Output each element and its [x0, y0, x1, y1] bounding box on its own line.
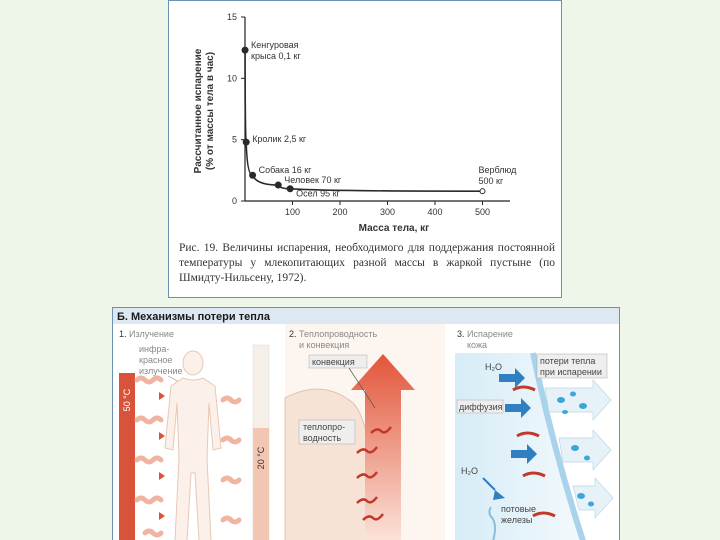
y-axis-label-2: (% от массы тела в час): [205, 51, 216, 171]
point-label: Человек 70 кг: [284, 175, 342, 186]
hot-temperature-label: 50 °C: [122, 388, 132, 412]
point-label: Верблюд: [478, 165, 517, 176]
s2-number: 2.: [289, 329, 297, 339]
s1-label-1: инфра-: [139, 344, 170, 354]
s1-title: Излучение: [129, 329, 174, 339]
y-tick-label: 10: [226, 73, 237, 84]
s3-title-1: Испарение: [467, 329, 513, 339]
section-conduction: [285, 324, 445, 540]
y-axis-label-1: Рассчитанное испарение: [193, 48, 204, 174]
convection-label: конвекция: [312, 357, 355, 367]
conduction-label-1: теплопро-: [303, 422, 346, 432]
human-figure: [165, 351, 221, 540]
y-tick-label: 15: [226, 12, 237, 22]
point-label: Собака 16 кг: [258, 165, 312, 176]
y-tick-label: 0: [231, 196, 237, 206]
diagram-title: Б. Механизмы потери тепла: [117, 311, 270, 323]
sweat-gland-label-1: потовые: [501, 504, 536, 514]
cool-temperature-label: 20 °C: [256, 446, 266, 470]
data-point: [275, 182, 281, 188]
x-tick-label: 500: [474, 207, 491, 217]
conduction-label-2: водность: [303, 433, 342, 443]
sweat-gland-label-2: железы: [501, 515, 533, 525]
data-point: [480, 189, 485, 194]
heat-loss-diagram: [112, 307, 620, 540]
y-tick-label: 5: [231, 134, 237, 145]
section-radiation: [119, 329, 269, 540]
s3-number: 3.: [457, 329, 465, 339]
s2-title-1: Теплопроводность: [299, 329, 378, 339]
point-label: Кролик 2,5 кг: [252, 134, 307, 145]
point-label: Кенгуровая: [251, 40, 299, 51]
point-label-line2: 500 кг: [478, 176, 504, 187]
x-tick-label: 200: [332, 207, 348, 217]
s3-title-2: кожа: [467, 340, 487, 350]
data-point: [287, 186, 293, 192]
x-axis-label: Масса тела, кг: [358, 223, 430, 234]
chart-point-labels: [251, 40, 517, 199]
s1-label-3: излучение: [139, 366, 183, 376]
x-tick-label: 100: [284, 207, 301, 217]
s1-label-2: красное: [139, 355, 173, 365]
heat-loss-illustration: [113, 308, 620, 540]
evap-loss-label-2: при испарении: [540, 367, 602, 377]
x-tick-label: 400: [427, 207, 443, 217]
data-point: [250, 172, 256, 178]
chart-panel: [168, 0, 562, 298]
point-label: Осел 95 кг: [296, 188, 340, 199]
section-evaporation: [455, 329, 613, 540]
s1-number: 1.: [119, 329, 127, 339]
point-label-line2: крыса 0,1 кг: [251, 51, 301, 62]
h2o-top-label: H₂O: [485, 362, 502, 372]
cool-temperature-bar: [253, 428, 269, 540]
s2-title-2: и конвекция: [299, 340, 350, 350]
x-tick-label: 300: [379, 207, 396, 217]
evap-loss-label-1: потери тепла: [540, 356, 596, 366]
diffusion-label: диффузия: [459, 402, 503, 412]
figure-caption: Рис. 19. Величины испарения, необходимого для поддержания постоянной температуры у млекопитающих разной массы в жаркой пустыне (по Шмидту-Нильсену, 1972).: [179, 242, 555, 284]
data-point: [242, 47, 248, 53]
h2o-bottom-label: H₂O: [461, 466, 478, 476]
data-point: [243, 139, 249, 145]
